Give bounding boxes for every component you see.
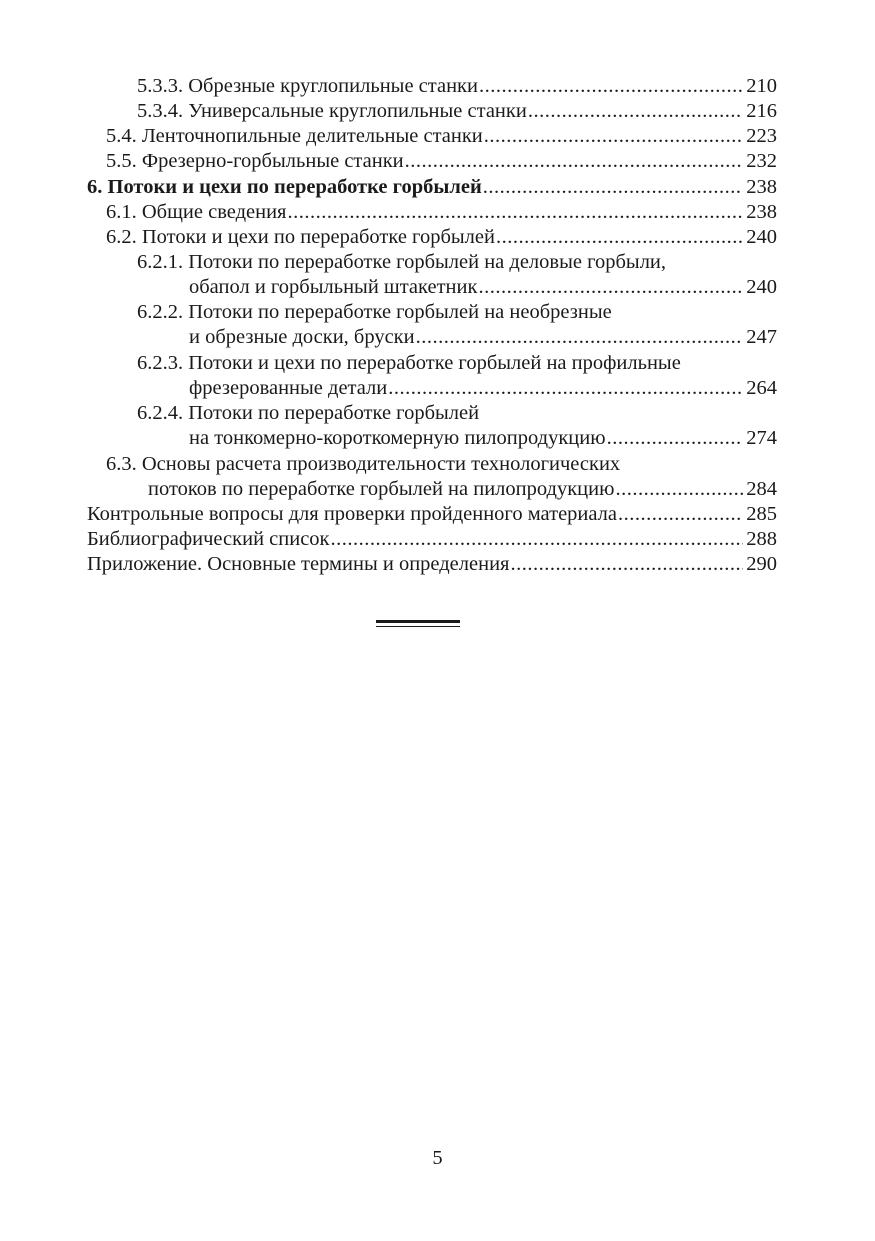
toc-chapter-6[interactable] xyxy=(87,175,777,200)
dot-leader xyxy=(496,225,743,250)
toc-entry-label: Приложение. Основные термины и определения xyxy=(87,553,510,575)
toc-page-number: 284 xyxy=(746,478,777,500)
toc-entry-continuation: обапол и горбыльный штакетник xyxy=(189,276,478,298)
toc-entry-continuation: на тонкомерно-короткомерную пилопродукцию xyxy=(189,427,606,449)
toc-entry-label: 5.4. Ленточнопильные делительные станки xyxy=(106,125,483,147)
toc-entry-6-2-4-first-line[interactable] xyxy=(137,401,479,426)
toc-entry-6-3-first-line[interactable] xyxy=(106,452,620,477)
toc-entry-bibliography[interactable] xyxy=(87,527,777,552)
toc-page-number: 238 xyxy=(746,201,777,223)
dot-leader xyxy=(484,124,743,149)
toc-entry-6-1[interactable] xyxy=(106,200,777,225)
toc-entry-number: 6.2.3. xyxy=(137,352,184,374)
toc-entry-title: Потоки по переработке горбылей на деловые горбыли, xyxy=(188,251,667,273)
toc-entry-title: Потоки по переработке горбылей на необрезные xyxy=(188,301,612,323)
section-divider-thick xyxy=(376,620,460,623)
toc-entry-number: 6.3. xyxy=(106,453,137,475)
dot-leader xyxy=(483,175,743,200)
toc-page-number: 285 xyxy=(746,503,777,525)
toc-entry-6-2-2[interactable] xyxy=(189,325,777,350)
dot-leader xyxy=(479,74,743,99)
toc-page-number: 264 xyxy=(746,377,777,399)
toc-entry-6-2-3-first-line[interactable] xyxy=(137,351,681,376)
toc-page-number: 238 xyxy=(746,176,777,198)
toc-entry-5-4[interactable] xyxy=(106,124,777,149)
toc-entry-label: 5.3.4. Универсальные круглопильные станки xyxy=(137,100,527,122)
dot-leader xyxy=(510,552,743,577)
dot-leader xyxy=(388,376,743,401)
toc-entry-title: Потоки и цехи по переработке горбылей на профильные xyxy=(188,352,681,374)
toc-entry-review-questions[interactable] xyxy=(87,502,777,527)
toc-page-number: 274 xyxy=(746,427,777,449)
toc-page-number: 290 xyxy=(746,553,777,575)
dot-leader xyxy=(528,99,743,124)
dot-leader xyxy=(416,325,744,350)
dot-leader xyxy=(405,149,744,174)
toc-entry-number: 6.2.1. xyxy=(137,251,184,273)
dot-leader xyxy=(607,426,744,451)
toc-entry-continuation: потоков по переработке горбылей на пилопродукцию xyxy=(148,478,615,500)
toc-entry-label: Библиографический список xyxy=(87,528,330,550)
toc-entry-6-2-1[interactable] xyxy=(189,275,777,300)
dot-leader xyxy=(287,200,743,225)
page-number: 5 xyxy=(432,1147,443,1169)
toc-entry-label: 5.3.3. Обрезные круглопильные станки xyxy=(137,75,478,97)
toc-chapter-label: 6. Потоки и цехи по переработке горбылей xyxy=(87,176,482,198)
section-divider-thin xyxy=(376,626,460,627)
toc-page-number: 232 xyxy=(746,150,777,172)
toc-page-number: 240 xyxy=(746,276,777,298)
toc-page-number: 247 xyxy=(746,326,777,348)
toc-entry-5-3-4[interactable] xyxy=(137,99,777,124)
toc-entry-appendix[interactable] xyxy=(87,552,777,577)
toc-entry-continuation: фрезерованные детали xyxy=(189,377,388,399)
toc-entry-6-2-4[interactable] xyxy=(189,426,777,451)
dot-leader xyxy=(618,502,743,527)
toc-entry-label: 6.1. Общие сведения xyxy=(106,201,287,223)
toc-entry-5-3-3[interactable] xyxy=(137,74,777,99)
toc-page-number: 288 xyxy=(746,528,777,550)
toc-entry-6-3[interactable] xyxy=(148,477,777,502)
toc-entry-6-2[interactable] xyxy=(106,225,777,250)
toc-page-number: 223 xyxy=(746,125,777,147)
toc-entry-number: 6.2.4. xyxy=(137,402,184,424)
toc-entry-label: Контрольные вопросы для проверки пройденного материала xyxy=(87,503,617,525)
dot-leader xyxy=(615,477,743,502)
dot-leader xyxy=(331,527,744,552)
toc-entry-title: Основы расчета производительности технологических xyxy=(141,453,621,475)
toc-entry-6-2-2-first-line[interactable] xyxy=(137,300,612,325)
toc-page-number: 216 xyxy=(746,100,777,122)
toc-entry-title: Потоки по переработке горбылей xyxy=(188,402,480,424)
toc-entry-label: 5.5. Фрезерно-горбыльные станки xyxy=(106,150,404,172)
toc-entry-5-5[interactable] xyxy=(106,149,777,174)
toc-entry-continuation: и обрезные доски, бруски xyxy=(189,326,415,348)
toc-entry-6-2-3[interactable] xyxy=(189,376,777,401)
dot-leader xyxy=(478,275,743,300)
toc-entry-label: 6.2. Потоки и цехи по переработке горбылей xyxy=(106,226,495,248)
toc-page-number: 240 xyxy=(746,226,777,248)
toc-page-number: 210 xyxy=(746,75,777,97)
toc-entry-number: 6.2.2. xyxy=(137,301,184,323)
toc-entry-6-2-1-first-line[interactable] xyxy=(137,250,666,275)
